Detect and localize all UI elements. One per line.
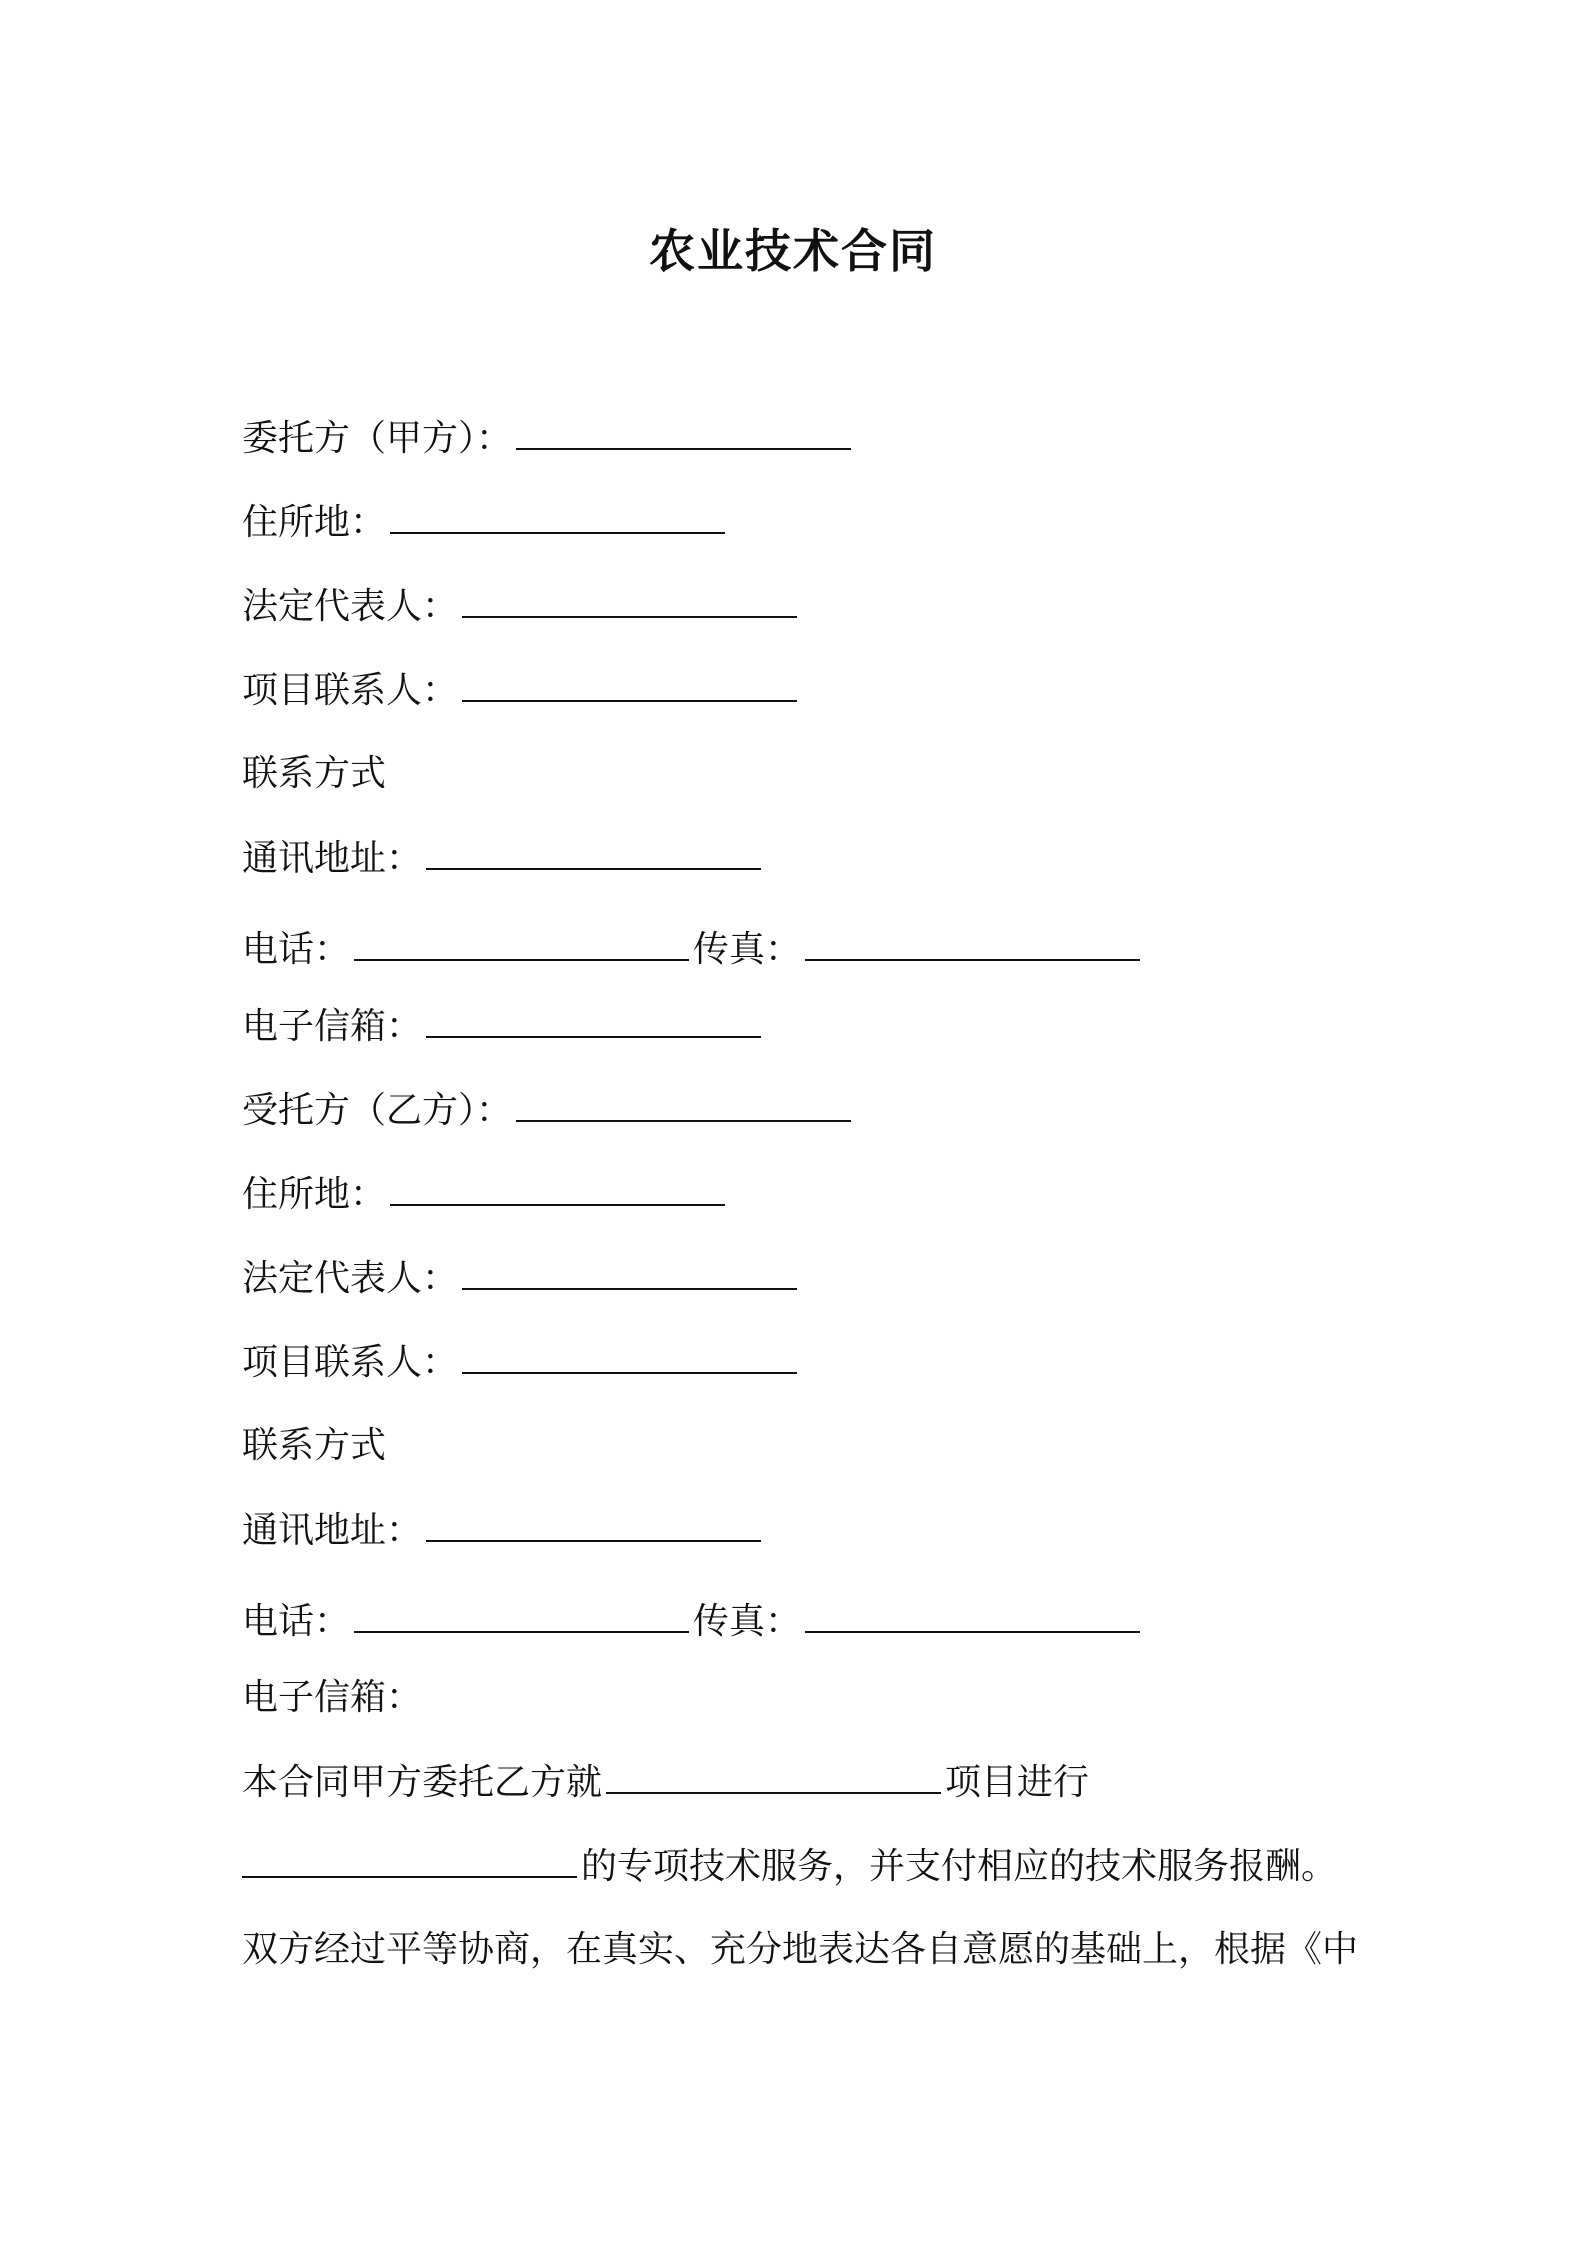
party-b-phone-blank (354, 1595, 689, 1633)
party-a-mail-address-blank (426, 832, 761, 870)
party-a-contact-person-row (242, 664, 801, 716)
party-a-fax-blank (805, 923, 1140, 961)
party-a-principal-label: 委托方（甲方）： (242, 418, 513, 459)
party-a-principal-blank (516, 412, 851, 450)
party-b-email-row (242, 1672, 422, 1724)
party-a-fax-label: 传真： (693, 929, 802, 970)
party-b-legal-rep-label: 法定代表人： (242, 1258, 459, 1299)
party-a-email-blank (426, 1000, 761, 1038)
party-b-mail-address-blank (426, 1504, 761, 1542)
project-name-blank (606, 1756, 941, 1794)
party-b-contact-person-label: 项目联系人： (242, 1342, 459, 1383)
party-a-address-label: 住所地： (242, 502, 387, 543)
party-a-contact-person-label: 项目联系人： (242, 670, 459, 711)
party-b-phone-fax-row (242, 1595, 1144, 1647)
party-a-address-blank (390, 496, 725, 534)
party-a-contact-heading: 联系方式 (242, 753, 387, 794)
party-b-contact-person-blank (462, 1336, 797, 1374)
party-a-email-row (242, 1000, 765, 1052)
body-line-2 (242, 1840, 1337, 1892)
party-b-address-blank (390, 1168, 725, 1206)
party-a-address-row (242, 496, 729, 548)
party-a-legal-rep-row (242, 580, 801, 632)
party-b-legal-rep-row (242, 1252, 801, 1304)
party-b-address-label: 住所地： (242, 1174, 387, 1215)
party-b-mail-address-label: 通讯地址： (242, 1510, 423, 1551)
party-b-legal-rep-blank (462, 1252, 797, 1290)
party-a-phone-blank (354, 923, 689, 961)
party-a-legal-rep-label: 法定代表人： (242, 586, 459, 627)
document-title: 农业技术合同 (649, 224, 937, 278)
party-a-principal-row (242, 412, 855, 464)
party-a-mail-address-row (242, 832, 765, 884)
party-b-principal-blank (516, 1084, 851, 1122)
service-content-blank (242, 1840, 577, 1878)
party-a-phone-label: 电话： (242, 929, 351, 970)
body-line-3: 双方经过平等协商，在真实、充分地表达各自意愿的基础上，根据《中 (242, 1929, 1359, 1970)
party-a-phone-fax-row (242, 923, 1144, 975)
party-a-email-label: 电子信箱： (242, 1006, 423, 1047)
party-b-mail-address-row (242, 1504, 765, 1556)
party-b-email-label: 电子信箱： (242, 1677, 423, 1718)
body-line-1-after: 项目进行 (945, 1762, 1090, 1803)
party-b-fax-blank (805, 1595, 1140, 1633)
party-a-contact-person-blank (462, 664, 797, 702)
body-line-1-before: 本合同甲方委托乙方就 (242, 1762, 603, 1803)
party-a-mail-address-label: 通讯地址： (242, 838, 423, 879)
party-b-principal-row (242, 1084, 855, 1136)
party-b-contact-heading: 联系方式 (242, 1425, 387, 1466)
party-b-address-row (242, 1168, 729, 1220)
party-a-legal-rep-blank (462, 580, 797, 618)
party-b-fax-label: 传真： (693, 1601, 802, 1642)
body-line-2-after: 的专项技术服务，并支付相应的技术服务报酬。 (581, 1846, 1338, 1887)
party-b-phone-label: 电话： (242, 1601, 351, 1642)
party-b-principal-label: 受托方（乙方）： (242, 1090, 513, 1131)
body-line-1 (242, 1756, 1089, 1808)
party-b-contact-person-row (242, 1336, 801, 1388)
